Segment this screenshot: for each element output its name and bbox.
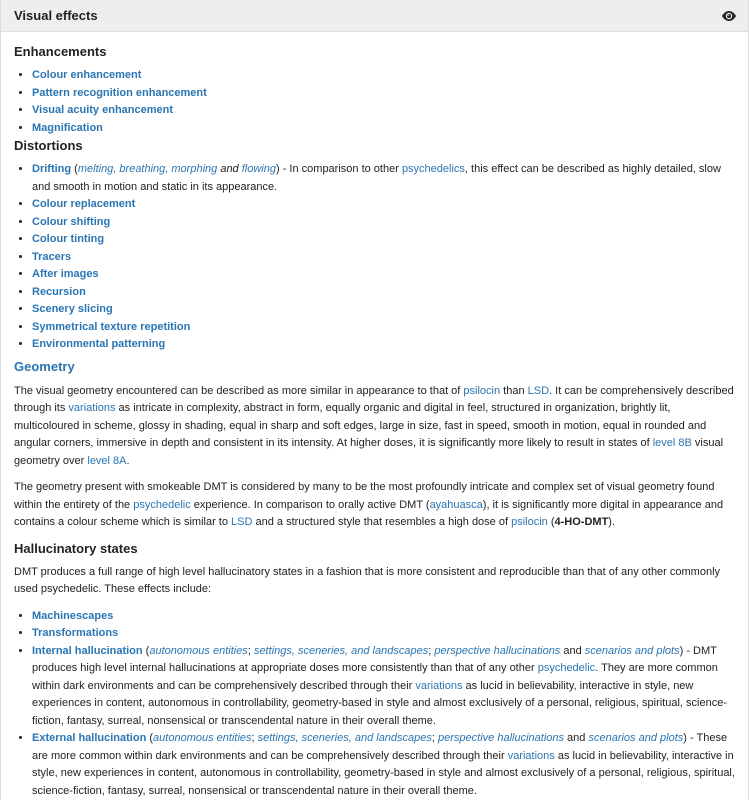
text: as lucid in believability, interactive in style, new experiences in content, autonomous in controllability, geometry-based in style and almost exclusively of a personal, religious, spiritual, science-fiction, fantasy, surreal, nonsensical or transcendental nature in their overall theme. [32, 679, 727, 727]
variations-link[interactable]: variations [415, 679, 463, 692]
machinescapes-link[interactable]: Machinescapes [32, 609, 114, 622]
panel-content [1, 32, 748, 800]
level-8a-link[interactable]: level 8A [87, 454, 127, 467]
list-item [32, 214, 736, 232]
list-item [32, 625, 736, 643]
text: ( [547, 516, 555, 528]
list-item [32, 120, 736, 138]
text: The visual geometry encountered can be described as more similar in appearance to that of [14, 384, 464, 397]
psychedelics-link[interactable]: psychedelics [401, 163, 465, 175]
hallucinatory-heading: Hallucinatory states [14, 540, 138, 556]
colour-shifting-link[interactable]: Colour shifting [32, 215, 111, 228]
list-item [32, 249, 736, 267]
text: ) [679, 644, 684, 657]
text: than [500, 384, 528, 397]
text: ; [431, 732, 439, 744]
hallucinatory-list [14, 608, 736, 800]
text: - DMT produces high level internal hallucinations at appropriate doses more consistently than that of any other [32, 644, 717, 674]
psychedelic-link[interactable]: psychedelic [133, 498, 191, 511]
enhancements-list [14, 67, 736, 137]
geometry-paragraph-2 [14, 479, 736, 532]
text: ( [146, 732, 154, 744]
list-item [32, 319, 736, 337]
environmental-patterning-link[interactable]: Environmental patterning [32, 338, 166, 350]
hallucinatory-intro: DMT produces a full range of high level hallucinatory states in a fashion that is more consistent and reproducible than that of any other commonly used psychedelic. These effects include: [14, 565, 721, 595]
list-item [32, 301, 736, 319]
text: ; [251, 732, 258, 744]
psilocin-link[interactable]: psilocin [511, 516, 548, 528]
symmetrical-texture-link[interactable]: Symmetrical texture repetition [32, 320, 191, 333]
list-item [32, 161, 736, 196]
list-item [32, 730, 736, 800]
distortions-list [14, 161, 736, 354]
psilocin-link[interactable]: psilocin [463, 384, 501, 397]
list-item [32, 266, 736, 284]
colour-tinting-link[interactable]: Colour tinting [32, 233, 105, 245]
magnification-link[interactable]: Magnification [32, 121, 103, 134]
text: as lucid in believability, interactive in style, new experiences in content, autonomous in controllability, geometry-based in style and almost exclusively of a personal, religious, spiritual, science-fiction, fantasy, surreal, nonsensical or transcendental nature in their overall theme. [32, 749, 735, 797]
variations-link[interactable]: variations [507, 749, 555, 762]
text: as intricate in complexity, abstract in form, equally organic and digital in feel, structured in organization, brightly lit, multicoloured in scheme, glossy in shading, equal in sharp and soft edges, large in size, fast in speed, smooth in motion, equal in rounded and angular corners, immersive in depth and consistent in its intensity. At higher doses, it is significantly more likely to result in states of [14, 402, 707, 449]
4-ho-dmt-text: 4-HO-DMT [554, 516, 609, 528]
text: - In comparison to other [279, 163, 402, 175]
text: , this effect can be described as highly detailed, slow and smooth in motion and static in its appearance. [32, 163, 721, 193]
list-item [32, 643, 736, 731]
autonomous-entities-link[interactable]: autonomous entities [153, 732, 252, 744]
list-item [32, 608, 736, 626]
list-item [32, 231, 736, 249]
internal-hallucination-link[interactable]: Internal hallucination [32, 644, 143, 657]
ayahuasca-link[interactable]: ayahuasca [429, 498, 483, 511]
text: and [217, 163, 242, 175]
text: ) [275, 163, 280, 175]
text: ). [608, 516, 616, 528]
text: ; [428, 644, 435, 657]
list-item [32, 67, 736, 85]
variations-link[interactable]: variations [68, 402, 116, 414]
text: ) [683, 732, 687, 744]
recursion-link[interactable]: Recursion [32, 285, 86, 298]
lsd-link[interactable]: LSD [231, 516, 253, 528]
drifting-link[interactable]: Drifting [32, 163, 72, 175]
drifting-sub-link[interactable]: melting, breathing, morphing [77, 163, 218, 175]
autonomous-entities-link[interactable]: autonomous entities [149, 644, 248, 657]
list-item [32, 85, 736, 103]
panel-title: Visual effects [14, 8, 98, 23]
text: . They are more common within dark environments and can be comprehensively described through their [32, 662, 718, 692]
perspective-link[interactable]: perspective hallucinations [438, 732, 564, 744]
settings-link[interactable]: settings, sceneries, and landscapes [253, 644, 429, 657]
text: experience. In comparison to orally active DMT ( [190, 498, 430, 511]
geometry-link[interactable]: Geometry [14, 358, 75, 374]
text: and a structured style that resembles a high dose of [252, 516, 512, 528]
text: visual geometry over [14, 437, 724, 467]
lsd-link[interactable]: LSD [527, 384, 550, 397]
text: . It can be comprehensively described through its [14, 384, 734, 414]
transformations-link[interactable]: Transformations [32, 627, 119, 639]
visual-acuity-link[interactable]: Visual acuity enhancement [32, 104, 174, 116]
list-item [32, 336, 736, 354]
enhancements-heading: Enhancements [14, 44, 107, 59]
text: ; [247, 644, 254, 657]
text: ), it is significantly more digital in appearance and contains a colour scheme which is similar to [14, 498, 724, 528]
scenery-slicing-link[interactable]: Scenery slicing [32, 303, 113, 315]
text: ( [71, 163, 78, 175]
pattern-recognition-link[interactable]: Pattern recognition enhancement [32, 86, 207, 99]
after-images-link[interactable]: After images [32, 268, 99, 280]
text: - These are more common within dark environments and can be comprehensively described through their [32, 732, 728, 762]
text: ( [142, 644, 150, 657]
geometry-paragraph-1 [14, 383, 736, 471]
geometry-heading[interactable] [14, 359, 736, 374]
text: and [560, 644, 585, 657]
level-8b-link[interactable]: level 8B [652, 437, 692, 449]
external-hallucination-link[interactable]: External hallucination [32, 732, 147, 744]
list-item [32, 196, 736, 214]
perspective-link[interactable]: perspective hallucinations [434, 644, 561, 657]
scenarios-link[interactable]: scenarios and plots [588, 732, 684, 744]
settings-link[interactable]: settings, sceneries, and landscapes [257, 732, 432, 744]
distortions-heading: Distortions [14, 138, 83, 153]
text: and [564, 732, 589, 744]
list-item [32, 102, 736, 120]
colour-replacement-link[interactable]: Colour replacement [32, 198, 136, 210]
eye-icon[interactable] [721, 9, 737, 23]
psychedelic-link[interactable]: psychedelic [537, 662, 596, 674]
flowing-link[interactable]: flowing [241, 163, 276, 175]
panel-header[interactable] [1, 0, 748, 32]
scenarios-link[interactable]: scenarios and plots [584, 644, 680, 657]
text: . [126, 454, 130, 467]
tracers-link[interactable]: Tracers [32, 250, 72, 263]
colour-enhancement-link[interactable]: Colour enhancement [32, 69, 142, 81]
list-item [32, 284, 736, 302]
text: The geometry present with smokeable DMT is considered by many to be the most profoundly intricate and complex set of visual geometry found within the entirety of the [14, 481, 715, 511]
